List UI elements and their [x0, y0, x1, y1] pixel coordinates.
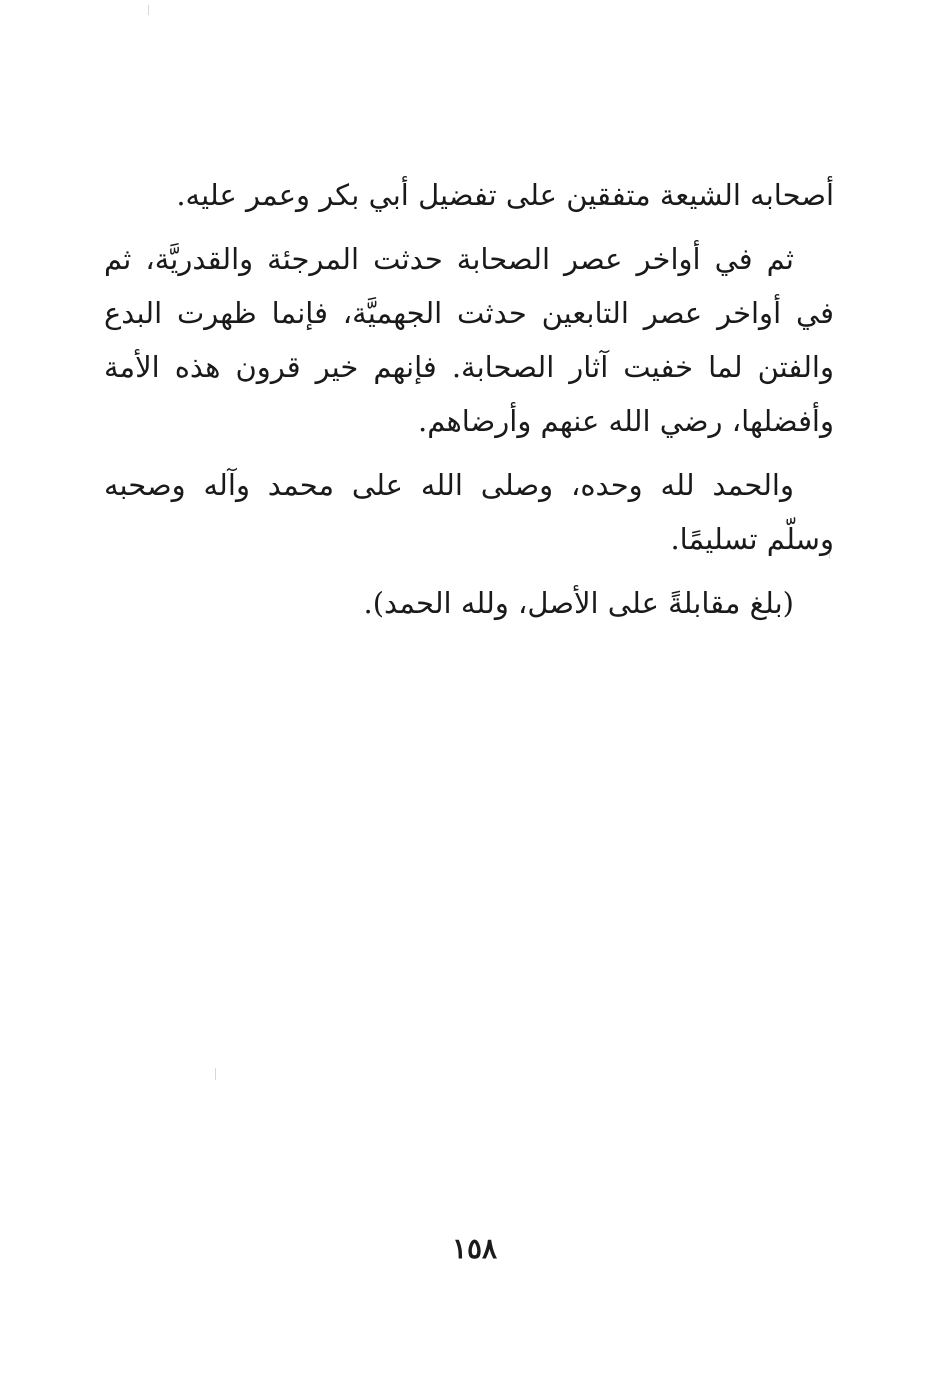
paragraph-1: أصحابه الشيعة متفقين على تفضيل أبي بكر وعمر عليه. — [176, 178, 834, 212]
paragraph-3: والحمد لله وحده، وصلى الله على محمد وآله وصحبه وسلّم تسليمًا. — [104, 468, 834, 556]
paragraph-2: ثم في أواخر عصر الصحابة حدثت المرجئة والقدريَّة، ثم في أواخر عصر التابعين حدثت الجهميَّة، فإنما ظهرت البدع والفتن لما خفيت آثار الصحابة. فإنهم خير قرون هذه الأمة وأفضلها، رضي الله عنهم وأرضاهم. — [104, 242, 834, 438]
scan-speck — [148, 5, 149, 15]
paragraph-4: (بلغ مقابلةً على الأصل، ولله الحمد). — [363, 586, 794, 620]
scan-speck — [215, 1068, 216, 1080]
body-text — [104, 168, 834, 630]
page-number: ١٥٨ — [451, 1232, 498, 1265]
